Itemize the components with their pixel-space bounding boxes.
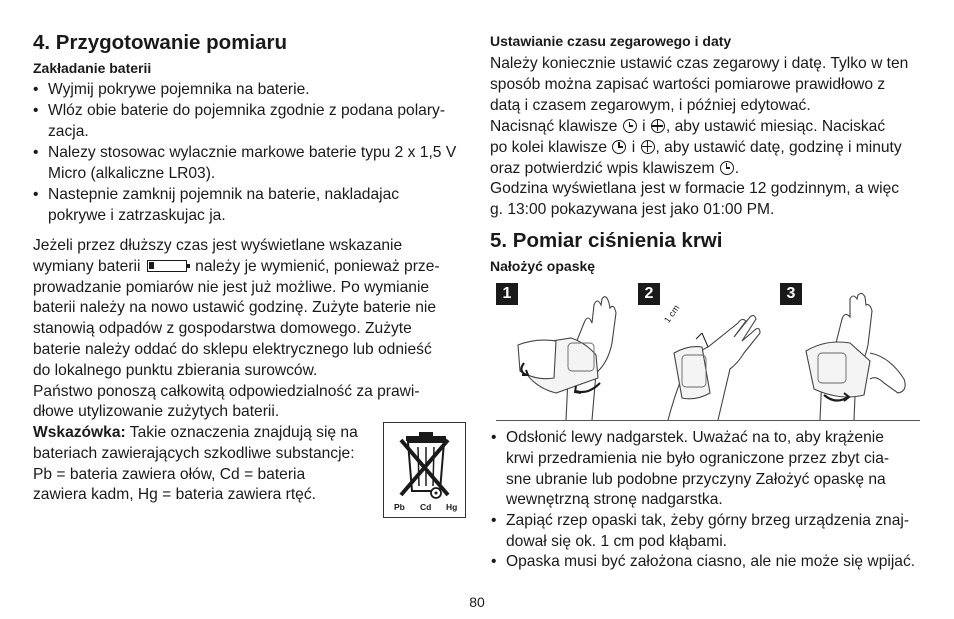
battery-low-icon (147, 260, 187, 272)
bullet-line: Wyjmij pokrywe pojemnika na baterie. (48, 81, 310, 98)
section-title-measurement: 5. Pomiar ciśnienia krwi (490, 229, 723, 252)
bin-label-cd: Cd (420, 502, 432, 512)
bullet-dot: • (491, 512, 497, 529)
bullet-line: Odsłonić lewy nadgarstek. Uważać na to, aby krążenie (506, 429, 884, 446)
paragraph-line: stanowią odpadów z gospodarstwa domowego. Zużyte (33, 320, 412, 338)
bullet-line: pokrywe i zatrzaskujac ja. (48, 206, 226, 224)
paragraph-line: datą i czasem zegarowym, i później edytować. (490, 96, 811, 114)
bullet-line: krwi przedramienia nie było ograniczone przez zbyt cia- (506, 449, 890, 467)
bin-label-pb: Pb (394, 502, 405, 512)
paragraph-line: bateriach zawierających szkodliwe substancje: (33, 444, 355, 462)
memory-key-icon (641, 140, 655, 154)
clock-keys-paragraph: Nacisnąć klawisze i , aby ustawić miesiąc. Naciskać po kolei klawisze i , aby ustawić datę, godzinę i minuty oraz potwierdzić wpis klawiszem . (490, 118, 902, 177)
clock-key-icon (612, 140, 626, 154)
bullet-line: Nalezy stosowac wylacznie markowe baterie typu 2 x 1,5 V (48, 144, 457, 161)
bullet-dot: • (491, 429, 497, 446)
bullet-line: wewnętrzną stronę nadgarstka. (506, 491, 723, 509)
paragraph-line: Pb = bateria zawiera ołów, Cd = bateria (33, 465, 306, 483)
clock-key-icon (623, 119, 637, 133)
figure-step-3 (780, 283, 920, 420)
bullet-dot: • (33, 81, 39, 98)
bullet-line: dował się ok. 1 cm pod kłąbami. (506, 532, 728, 550)
bullet-line: sne ubranie lub podobne przyczyny Założyć opaskę na (506, 470, 886, 488)
paragraph-line: Należy koniecznie ustawić czas zegarowy i datę. Tylko w ten (490, 55, 909, 72)
bullet-line: zacja. (48, 122, 89, 140)
subtitle-put-on-cuff: Nałożyć opaskę (490, 258, 596, 274)
paragraph-line: sposób można zapisać wartości pomiarowe prawidłowo z (490, 75, 886, 93)
figure-number: 2 (638, 283, 660, 305)
figure-number: 3 (780, 283, 802, 305)
paragraph-line: zawiera kadm, Hg = bateria zawiera rtęć. (33, 486, 316, 504)
paragraph-line: dłowe utylizowanie zużytych baterii. (33, 403, 280, 421)
paragraph-line: Godzina wyświetlana jest w formacie 12 godzinnym, a więc (490, 180, 900, 197)
bin-label-hg: Hg (446, 502, 458, 512)
cuff-figures (496, 283, 920, 421)
paragraph-line: baterie należy oddać do sklepu elektrycznego lub odnieść (33, 340, 432, 358)
page-number: 80 (469, 594, 485, 610)
figure-step-1 (496, 283, 631, 420)
paragraph-line: Państwo ponoszą całkowitą odpowiedzialność za prawi- (33, 382, 420, 400)
bullet-line: Micro (alkaliczne LR03). (48, 164, 216, 182)
bullet-dot: • (33, 144, 39, 161)
battery-paragraph: Jeżeli przez dłuższy czas jest wyświetlane wskazanie wymiany baterii należy je wymienić, ponieważ prze- prowadzanie pomiarów nie jest już możliwe. Po wymianie baterii należy na nowo ustawić godzinę. Zużyte baterie nie stanowią odpadów z gospodarstwa domowego. Zużyte baterie należy oddać do sklepu elektrycznego lub odnieść do lokalnego punktu zbierania surowców. Państwo ponoszą całkowitą odpowiedzialność za prawi- dłowe utylizowanie zużytych baterii. (33, 236, 440, 423)
bullet-dot: • (33, 186, 39, 203)
subtitle-battery-insertion: Zakładanie baterii (33, 60, 152, 76)
subtitle-clock-date: Ustawianie czasu zegarowego i daty (490, 33, 732, 49)
bullet-line: Zapiąć rzep opaski tak, żeby górny brzeg urządzenia znaj- (506, 512, 910, 529)
crossed-bin-symbol (383, 422, 466, 518)
clock-paragraph (490, 54, 908, 116)
paragraph-line: baterii należy na nowo ustawić godzinę. Zużyte baterie nie (33, 299, 437, 317)
bullet-dot: • (33, 102, 39, 119)
clock-key-icon (720, 161, 734, 175)
bullet-line: Nastepnie zamknij pojemnik na baterie, nakladajac (48, 186, 400, 203)
paragraph-line: Jeżeli przez dłuższy czas jest wyświetlane wskazanie (33, 237, 403, 254)
bullet-dot: • (491, 553, 497, 570)
bullet-line: Opaska musi być założona ciasno, ale nie może się wpijać. (506, 553, 916, 570)
hint-label: Wskazówka: (33, 424, 126, 441)
figure-step-2 (638, 283, 774, 420)
paragraph-line: g. 13:00 pokazywana jest jako 01:00 PM. (490, 200, 775, 218)
bullet-line: Wlóz obie baterie do pojemnika zgodnie z podana polary- (48, 102, 446, 119)
section-title-preparation: 4. Przygotowanie pomiaru (33, 31, 288, 54)
hint-paragraph: Wskazówka: Takie oznaczenia znajdują się na bateriach zawierających szkodliwe substancje: Pb = bateria zawiera ołów, Cd = bateria zawiera kadm, Hg = bateria zawiera rtęć. (33, 423, 358, 506)
figure-number: 1 (496, 283, 518, 305)
memory-key-icon (651, 119, 665, 133)
distance-annotation: 1 cm (662, 303, 682, 325)
paragraph-line: prowadzanie pomiarów nie jest już możliwe. Po wymianie (33, 278, 430, 296)
paragraph-line: do lokalnego punktu zbierania surowców. (33, 361, 318, 379)
time-format-paragraph (490, 179, 899, 221)
